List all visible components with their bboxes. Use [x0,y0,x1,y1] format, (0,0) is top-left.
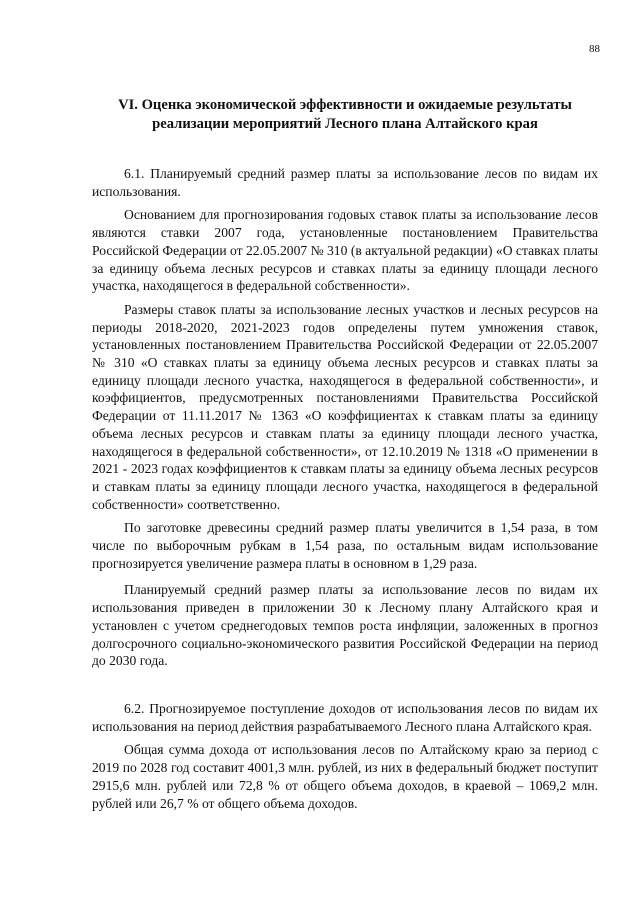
subsection-heading-6-1: 6.1. Планируемый средний размер платы за использование лесов по видам их использования. [92,166,598,199]
paragraph-planned-average: Планируемый средний размер платы за использование лесов по видам их использования приведен в приложении 30 к Лесному плану Алтайского края и установлен с учетом среднегодовых темпов роста инфляции, заложенных в прогноз долгосрочного социально-экономического развития Российской Федерации на период до 2030 года. [92,582,598,669]
paragraph-total-income: Общая сумма дохода от использования лесов по Алтайскому краю за период с 2019 по 2028 год составит 4001,3 млн. рублей, из них в федеральный бюджет поступит 2915,6 млн. рублей или 72,8 % от общего объема доходов, в краевой – 1069,2 млн. рублей или 26,7 % от общего объема доходов. [92,742,598,811]
section-title: VI. Оценка экономической эффективности и ожидаемые результаты реализации мероприятий Лесного плана Алтайского края [118,97,572,132]
document-body [92,165,598,812]
paragraph-basis: Основанием для прогнозирования годовых ставок платы за использование лесов являются ставки 2007 года, установленные постановлением Правительства Российской Федерации от 22.05.2007 № 310 (в актуальной редакции) «О ставках платы за единицу объема лесных ресурсов и ставках платы за единицу площади лесного участка, находящегося в федеральной собственности». [92,207,598,294]
paragraph-timber-harvest: По заготовке древесины средний размер платы увеличится в 1,54 раза, в том числе по выборочным рубкам в 1,54 раза, по остальным видам использование прогнозируется увеличение размера платы в основном в 1,29 раза. [92,520,598,571]
page-number: 88 [589,43,600,55]
paragraph-rate-sizes: Размеры ставок платы за использование лесных участков и лесных ресурсов на периоды 2018-2020, 2021-2023 годов определены путем умножения ставок, установленных постановлением Правительства Российской Федерации от 22.05.2007 № 310 «О ставках платы за единицу объема лесных ресурсов и ставках платы за единицу площади лесного участка, находящегося в федеральной собственности», и коэффициентов, предусмотренных постановлениями Правительства Российской Федерации от 11.11.2017 № 1363 «О коэффициентах к ставкам платы за единицу объема лесных ресурсов и ставкам платы за единицу площади лесного участка, находящегося в федеральной собственности», от 12.10.2019 № 1318 «О применении в 2021 - 2023 годах коэффициентов к ставкам платы за единицу объема лесных ресурсов и ставкам платы за единицу площади лесного участка, находящегося в федеральной собственности» соответственно. [92,301,598,512]
subsection-heading-6-2: 6.2. Прогнозируемое поступление доходов от использования лесов по видам их использования на период действия разрабатываемого Лесного плана Алтайского края. [92,700,598,734]
